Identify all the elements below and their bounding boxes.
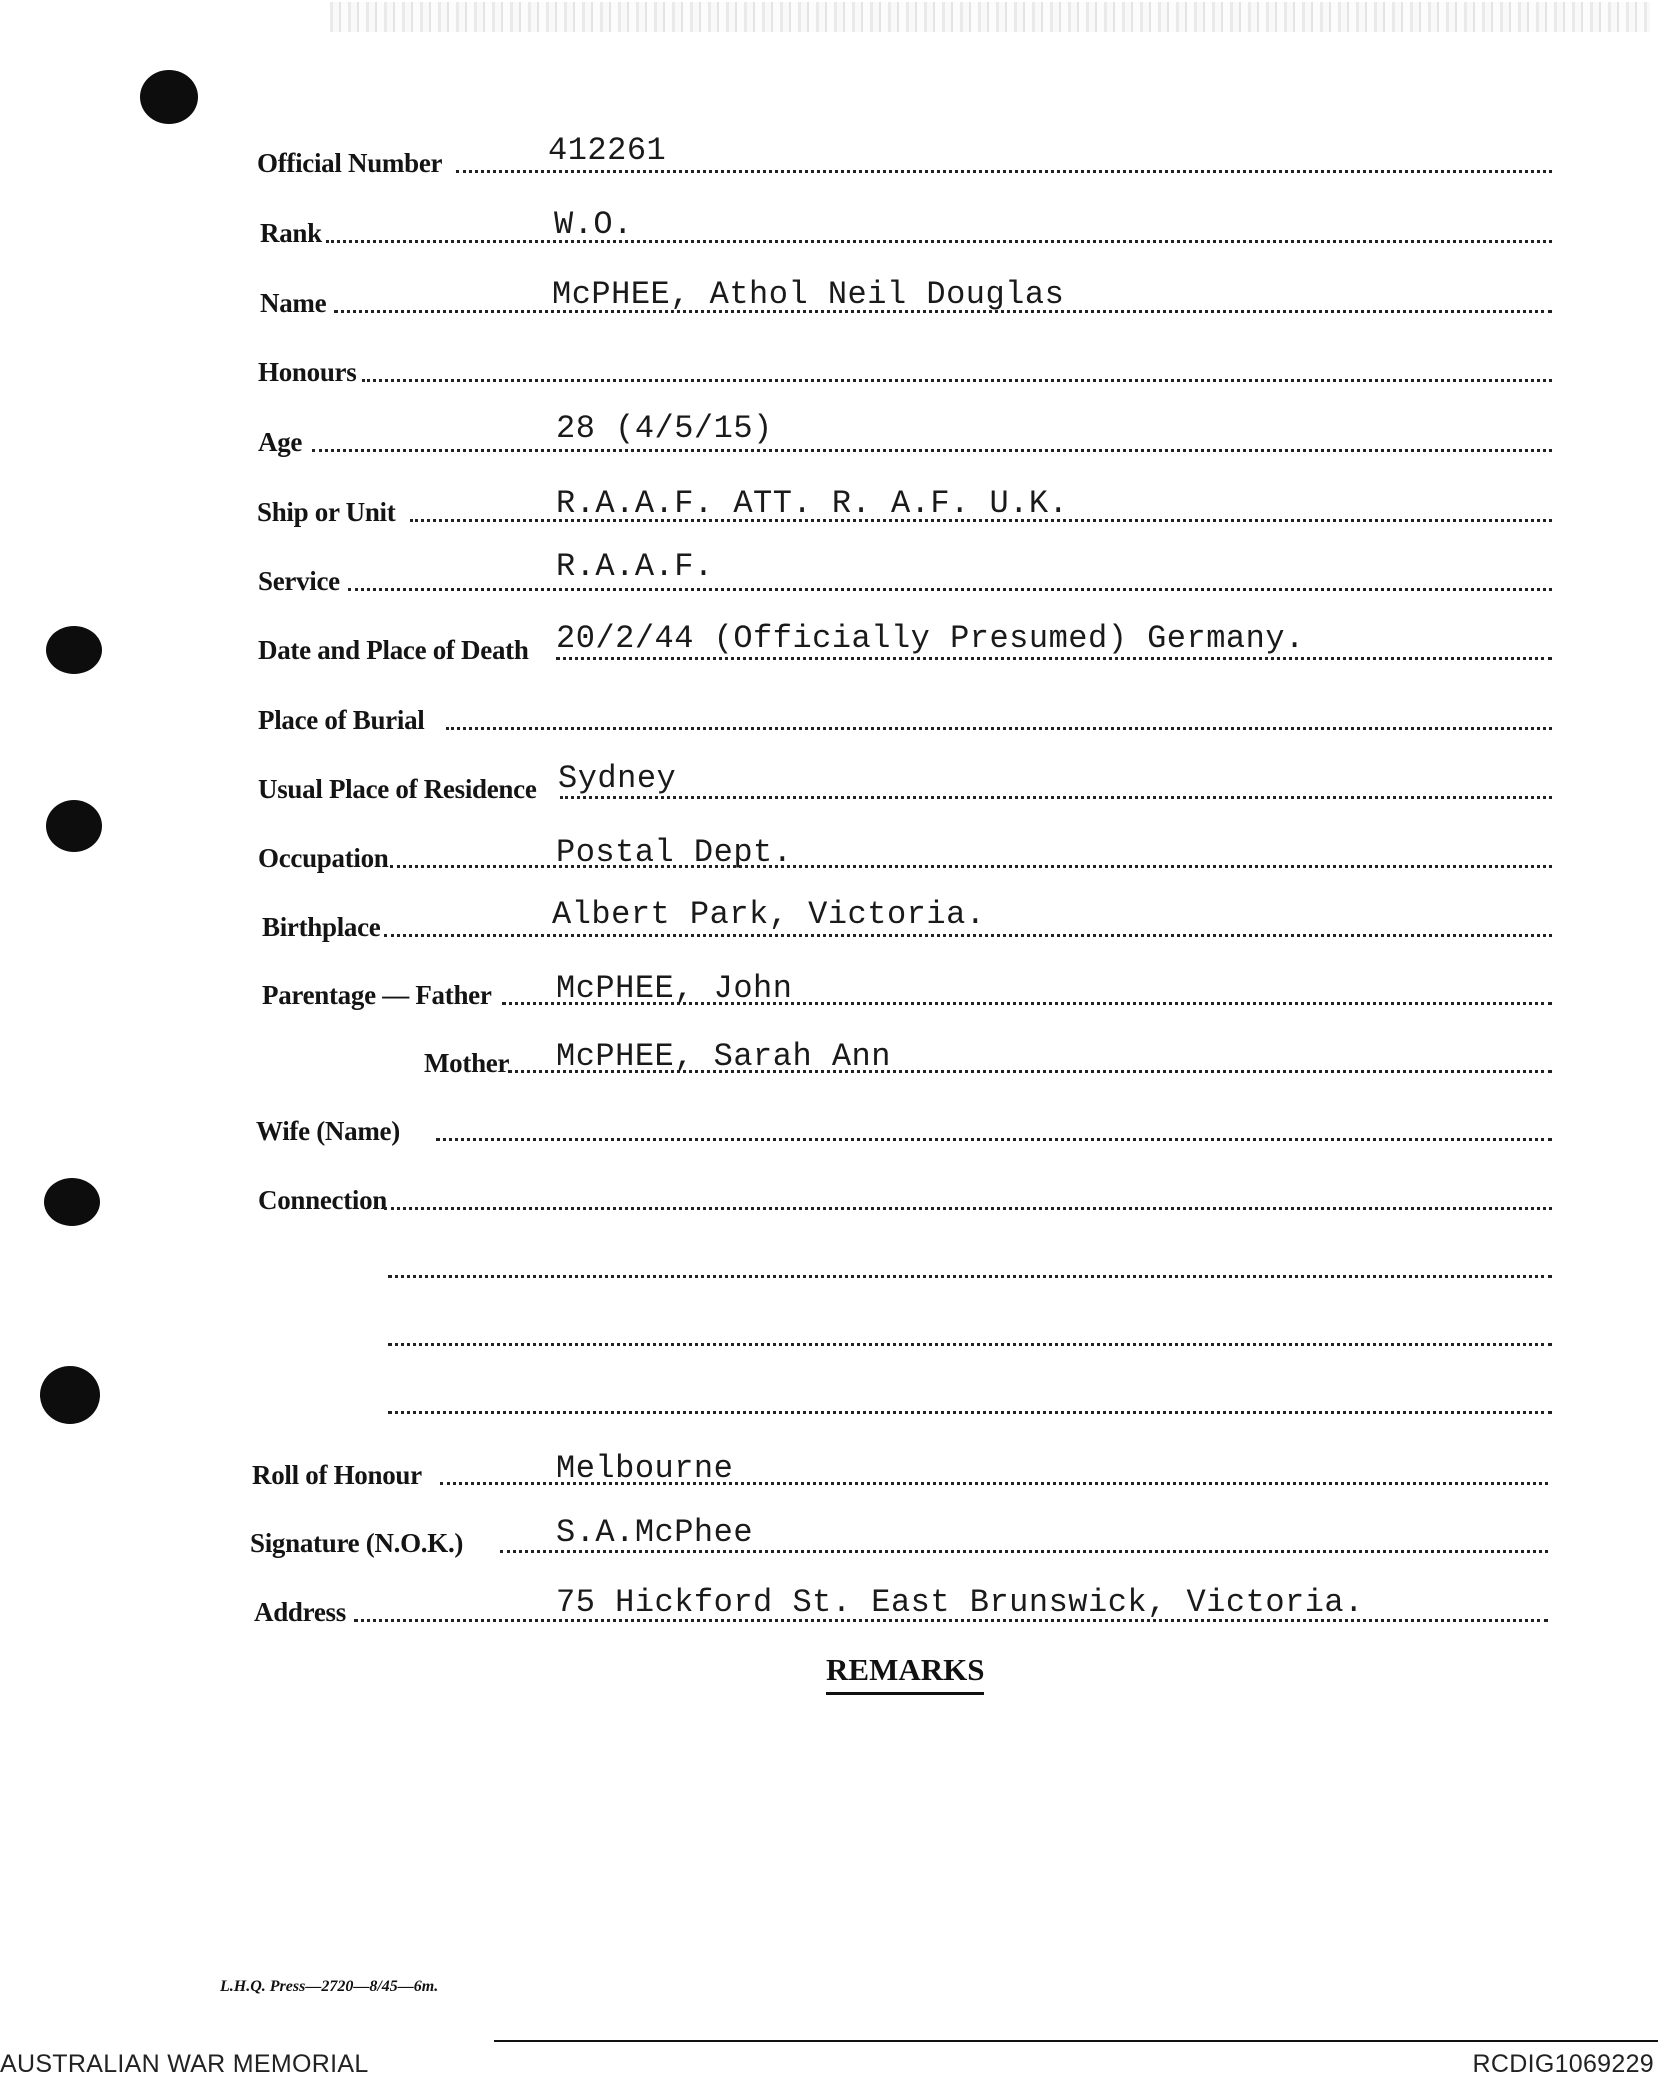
label-honours: Honours [258, 357, 357, 387]
dotted-line-usual-place-of-residence [560, 796, 1552, 799]
dotted-line-birthplace [384, 934, 1552, 937]
label-place-of-burial: Place of Burial [258, 705, 425, 735]
punch-hole-1 [46, 626, 102, 674]
value-signature-nok: S.A.McPhee [556, 1514, 754, 1551]
value-address: 75 Hickford St. East Brunswick, Victoria. [556, 1584, 1364, 1621]
value-age: 28 (4/5/15) [556, 410, 773, 447]
label-wife-name: Wife (Name) [256, 1116, 400, 1146]
value-occupation: Postal Dept. [556, 834, 793, 871]
label-signature-nok: Signature (N.O.K.) [250, 1528, 464, 1558]
dotted-line-wife-name [436, 1138, 1552, 1141]
label-father: Parentage — Father [262, 980, 492, 1010]
dotted-line-connection-2 [388, 1275, 1552, 1278]
dotted-line-age [312, 449, 1552, 452]
value-name: McPHEE, Athol Neil Douglas [552, 276, 1065, 313]
label-usual-place-of-residence: Usual Place of Residence [258, 774, 537, 804]
dotted-line-connection-3 [388, 1343, 1552, 1346]
label-connection: Connection [258, 1185, 388, 1215]
label-mother: Mother [424, 1048, 510, 1078]
footer-reference: RCDIG1069229 [1472, 2050, 1654, 2078]
punch-hole-top [140, 70, 198, 124]
label-ship-or-unit: Ship or Unit [257, 497, 396, 527]
label-official-number: Official Number [257, 148, 443, 178]
dotted-line-date-place-of-death [556, 657, 1552, 660]
label-roll-of-honour: Roll of Honour [252, 1460, 422, 1490]
punch-hole-2 [46, 800, 102, 852]
value-mother: McPHEE, Sarah Ann [556, 1038, 891, 1075]
label-service: Service [258, 566, 340, 596]
dotted-line-connection [384, 1207, 1552, 1210]
value-rank: W.O. [554, 206, 633, 243]
label-occupation: Occupation [258, 843, 389, 873]
value-date-place-of-death: 20/2/44 (Officially Presumed) Germany. [556, 620, 1305, 657]
dotted-line-service [348, 588, 1552, 591]
dotted-line-honours [362, 379, 1552, 382]
press-mark: L.H.Q. Press—2720—8/45—6m. [220, 1978, 439, 1995]
label-rank: Rank [260, 218, 322, 248]
footer-rule [494, 2040, 1658, 2042]
value-roll-of-honour: Melbourne [556, 1450, 734, 1487]
value-birthplace: Albert Park, Victoria. [552, 896, 986, 933]
value-ship-or-unit: R.A.A.F. ATT. R. A.F. U.K. [556, 485, 1069, 522]
dotted-line-rank [326, 240, 1552, 243]
value-usual-place-of-residence: Sydney [558, 760, 677, 797]
punch-hole-4 [40, 1366, 100, 1424]
value-father: McPHEE, John [556, 970, 793, 1007]
dotted-line-place-of-burial [446, 727, 1552, 730]
label-address: Address [254, 1597, 346, 1627]
value-service: R.A.A.F. [556, 548, 714, 585]
value-official-number: 412261 [548, 132, 667, 169]
label-date-place-of-death: Date and Place of Death [258, 635, 529, 665]
scan-edge-artifact [330, 2, 1650, 32]
label-age: Age [258, 427, 303, 457]
punch-hole-3 [44, 1178, 100, 1226]
dotted-line-official-number [456, 170, 1552, 173]
footer-institution: AUSTRALIAN WAR MEMORIAL [0, 2050, 369, 2078]
label-birthplace: Birthplace [262, 912, 381, 942]
dotted-line-connection-4 [388, 1411, 1552, 1414]
remarks-heading: REMARKS [826, 1652, 984, 1695]
label-name: Name [260, 288, 327, 318]
